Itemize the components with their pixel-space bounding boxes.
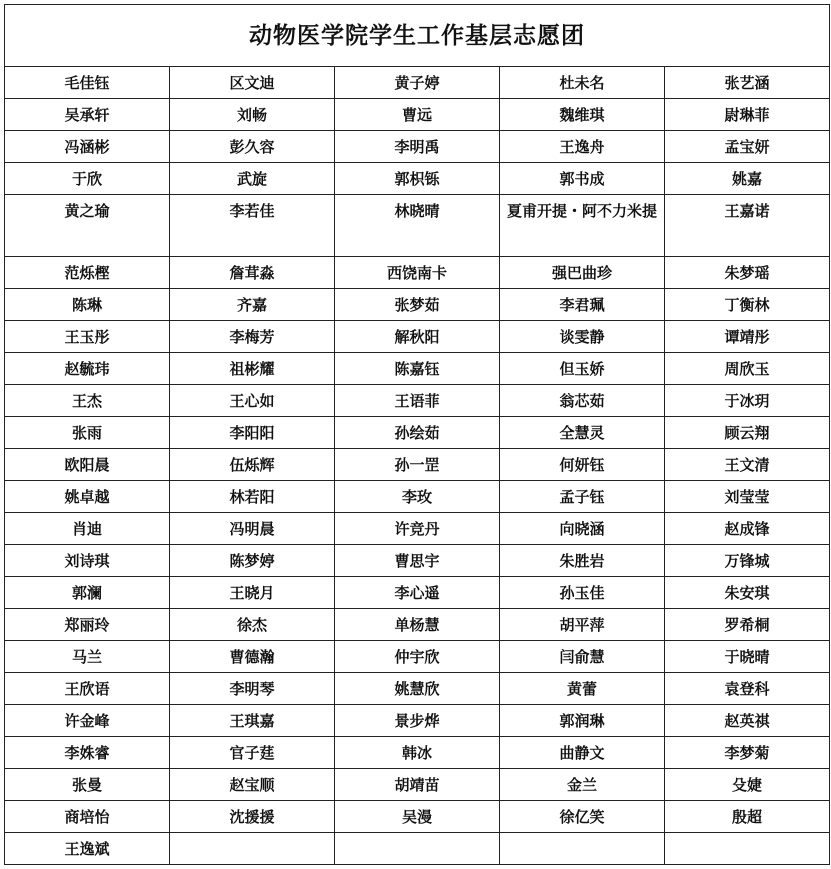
name-cell: 王逸舟 bbox=[500, 131, 665, 163]
name-cell: 姚嘉 bbox=[665, 163, 830, 195]
table-row bbox=[5, 67, 830, 99]
name-cell: 马兰 bbox=[5, 641, 170, 673]
table-row bbox=[5, 641, 830, 673]
name-cell: 李明琴 bbox=[170, 673, 335, 705]
name-cell: 官子莛 bbox=[170, 737, 335, 769]
name-cell: 姚卓越 bbox=[5, 481, 170, 513]
name-cell: 王欣语 bbox=[5, 673, 170, 705]
name-cell: 李梅芳 bbox=[170, 321, 335, 353]
name-cell: 西饶南卡 bbox=[335, 257, 500, 289]
name-cell: 孙一罡 bbox=[335, 449, 500, 481]
name-cell: 郭润琳 bbox=[500, 705, 665, 737]
name-cell: 李阳阳 bbox=[170, 417, 335, 449]
name-cell: 吴漫 bbox=[335, 801, 500, 833]
name-cell: 顾云翔 bbox=[665, 417, 830, 449]
name-cell: 罗希桐 bbox=[665, 609, 830, 641]
name-cell: 陈嘉钰 bbox=[335, 353, 500, 385]
name-cell: 赵毓玮 bbox=[5, 353, 170, 385]
table-title: 动物医学院学生工作基层志愿团 bbox=[5, 5, 830, 67]
name-cell: 李明禹 bbox=[335, 131, 500, 163]
table-row bbox=[5, 195, 830, 257]
volunteer-table bbox=[4, 4, 830, 865]
name-cell: 于冰玥 bbox=[665, 385, 830, 417]
name-cell: 黄之瑜 bbox=[5, 195, 170, 257]
table-row bbox=[5, 833, 830, 865]
name-cell: 林晓晴 bbox=[335, 195, 500, 257]
table-row bbox=[5, 705, 830, 737]
table-row bbox=[5, 801, 830, 833]
name-cell: 孟宝妍 bbox=[665, 131, 830, 163]
name-cell: 赵成锋 bbox=[665, 513, 830, 545]
name-cell: 李君珮 bbox=[500, 289, 665, 321]
table-row bbox=[5, 385, 830, 417]
name-cell: 杜未名 bbox=[500, 67, 665, 99]
name-cell bbox=[665, 833, 830, 865]
name-cell: 尉琳菲 bbox=[665, 99, 830, 131]
table-row bbox=[5, 417, 830, 449]
name-cell: 林若阳 bbox=[170, 481, 335, 513]
name-cell: 冯明晨 bbox=[170, 513, 335, 545]
name-cell: 范烁樫 bbox=[5, 257, 170, 289]
name-cell: 魏维琪 bbox=[500, 99, 665, 131]
name-cell: 朱梦瑶 bbox=[665, 257, 830, 289]
table-row bbox=[5, 513, 830, 545]
table-row bbox=[5, 769, 830, 801]
name-cell: 彭久容 bbox=[170, 131, 335, 163]
table-row bbox=[5, 737, 830, 769]
table-row bbox=[5, 545, 830, 577]
name-cell: 赵宝顺 bbox=[170, 769, 335, 801]
name-cell: 许竞丹 bbox=[335, 513, 500, 545]
name-cell: 万锋城 bbox=[665, 545, 830, 577]
name-cell: 郭枳铄 bbox=[335, 163, 500, 195]
name-cell: 伍烁辉 bbox=[170, 449, 335, 481]
name-cell: 孟子钰 bbox=[500, 481, 665, 513]
name-cell: 陈琳 bbox=[5, 289, 170, 321]
name-cell: 刘畅 bbox=[170, 99, 335, 131]
name-cell: 沈援援 bbox=[170, 801, 335, 833]
name-cell: 詹茸淼 bbox=[170, 257, 335, 289]
table-row bbox=[5, 609, 830, 641]
name-cell: 胡平萍 bbox=[500, 609, 665, 641]
name-cell: 李玫 bbox=[335, 481, 500, 513]
name-cell: 向晓涵 bbox=[500, 513, 665, 545]
name-cell bbox=[500, 833, 665, 865]
name-cell: 赵英祺 bbox=[665, 705, 830, 737]
name-cell: 张曼 bbox=[5, 769, 170, 801]
name-cell: 谭靖彤 bbox=[665, 321, 830, 353]
table-row bbox=[5, 673, 830, 705]
name-cell: 郭书成 bbox=[500, 163, 665, 195]
name-cell: 曹远 bbox=[335, 99, 500, 131]
name-cell: 朱安琪 bbox=[665, 577, 830, 609]
name-cell: 区文迪 bbox=[170, 67, 335, 99]
name-cell: 郭澜 bbox=[5, 577, 170, 609]
name-cell: 朱胜岩 bbox=[500, 545, 665, 577]
table-row bbox=[5, 289, 830, 321]
name-cell: 王逸斌 bbox=[5, 833, 170, 865]
table-row bbox=[5, 99, 830, 131]
name-cell: 全慧灵 bbox=[500, 417, 665, 449]
name-cell: 张艺涵 bbox=[665, 67, 830, 99]
name-cell: 齐嘉 bbox=[170, 289, 335, 321]
name-cell: 陈梦婷 bbox=[170, 545, 335, 577]
name-cell: 孙玉佳 bbox=[500, 577, 665, 609]
name-cell: 张梦茹 bbox=[335, 289, 500, 321]
name-cell: 金兰 bbox=[500, 769, 665, 801]
name-cell: 仲宇欣 bbox=[335, 641, 500, 673]
name-cell: 欧阳晨 bbox=[5, 449, 170, 481]
name-cell: 冯涵彬 bbox=[5, 131, 170, 163]
name-cell: 王文清 bbox=[665, 449, 830, 481]
name-cell: 曹思宇 bbox=[335, 545, 500, 577]
name-cell: 强巴曲珍 bbox=[500, 257, 665, 289]
name-cell: 郑丽玲 bbox=[5, 609, 170, 641]
name-cell: 王语菲 bbox=[335, 385, 500, 417]
name-cell: 谈雯静 bbox=[500, 321, 665, 353]
name-cell: 景步烨 bbox=[335, 705, 500, 737]
name-cell: 王嘉诺 bbox=[665, 195, 830, 257]
name-cell: 单杨慧 bbox=[335, 609, 500, 641]
table-row bbox=[5, 481, 830, 513]
name-cell: 商培怡 bbox=[5, 801, 170, 833]
name-cell: 黄子婷 bbox=[335, 67, 500, 99]
name-cell: 何妍钰 bbox=[500, 449, 665, 481]
name-cell: 殳婕 bbox=[665, 769, 830, 801]
name-cell: 殷超 bbox=[665, 801, 830, 833]
name-cell: 姚慧欣 bbox=[335, 673, 500, 705]
table-row bbox=[5, 353, 830, 385]
name-cell: 肖迪 bbox=[5, 513, 170, 545]
name-cell: 王琪嘉 bbox=[170, 705, 335, 737]
name-cell: 夏甫开提・阿不力米提 bbox=[500, 195, 665, 257]
name-cell: 解秋阳 bbox=[335, 321, 500, 353]
name-cell: 王玉彤 bbox=[5, 321, 170, 353]
table-row bbox=[5, 321, 830, 353]
name-cell: 张雨 bbox=[5, 417, 170, 449]
table-row bbox=[5, 449, 830, 481]
name-cell: 曹德瀚 bbox=[170, 641, 335, 673]
name-cell: 于欣 bbox=[5, 163, 170, 195]
name-cell: 王心如 bbox=[170, 385, 335, 417]
name-cell: 刘诗琪 bbox=[5, 545, 170, 577]
name-cell: 周欣玉 bbox=[665, 353, 830, 385]
name-cell: 于晓晴 bbox=[665, 641, 830, 673]
name-cell bbox=[335, 833, 500, 865]
name-cell: 李梦菊 bbox=[665, 737, 830, 769]
name-cell: 李心遥 bbox=[335, 577, 500, 609]
name-cell: 吴承轩 bbox=[5, 99, 170, 131]
name-cell: 袁登科 bbox=[665, 673, 830, 705]
name-cell: 刘莹莹 bbox=[665, 481, 830, 513]
table-row bbox=[5, 577, 830, 609]
table-row bbox=[5, 131, 830, 163]
name-cell: 王杰 bbox=[5, 385, 170, 417]
name-cell: 李若佳 bbox=[170, 195, 335, 257]
name-cell: 黄蕾 bbox=[500, 673, 665, 705]
name-cell bbox=[170, 833, 335, 865]
name-cell: 李姝睿 bbox=[5, 737, 170, 769]
name-cell: 韩冰 bbox=[335, 737, 500, 769]
name-cell: 徐亿笑 bbox=[500, 801, 665, 833]
name-cell: 翁芯茹 bbox=[500, 385, 665, 417]
name-cell: 孙绘茹 bbox=[335, 417, 500, 449]
name-cell: 胡靖苗 bbox=[335, 769, 500, 801]
title-row bbox=[5, 5, 830, 67]
name-cell: 徐杰 bbox=[170, 609, 335, 641]
name-cell: 丁衡林 bbox=[665, 289, 830, 321]
name-cell: 但玉娇 bbox=[500, 353, 665, 385]
table-row bbox=[5, 257, 830, 289]
name-cell: 许金峰 bbox=[5, 705, 170, 737]
name-cell: 武旋 bbox=[170, 163, 335, 195]
name-cell: 毛佳钰 bbox=[5, 67, 170, 99]
name-cell: 曲静文 bbox=[500, 737, 665, 769]
name-cell: 闫俞慧 bbox=[500, 641, 665, 673]
table-row bbox=[5, 163, 830, 195]
volunteer-list-document bbox=[4, 4, 830, 865]
name-cell: 王晓月 bbox=[170, 577, 335, 609]
name-cell: 祖彬耀 bbox=[170, 353, 335, 385]
